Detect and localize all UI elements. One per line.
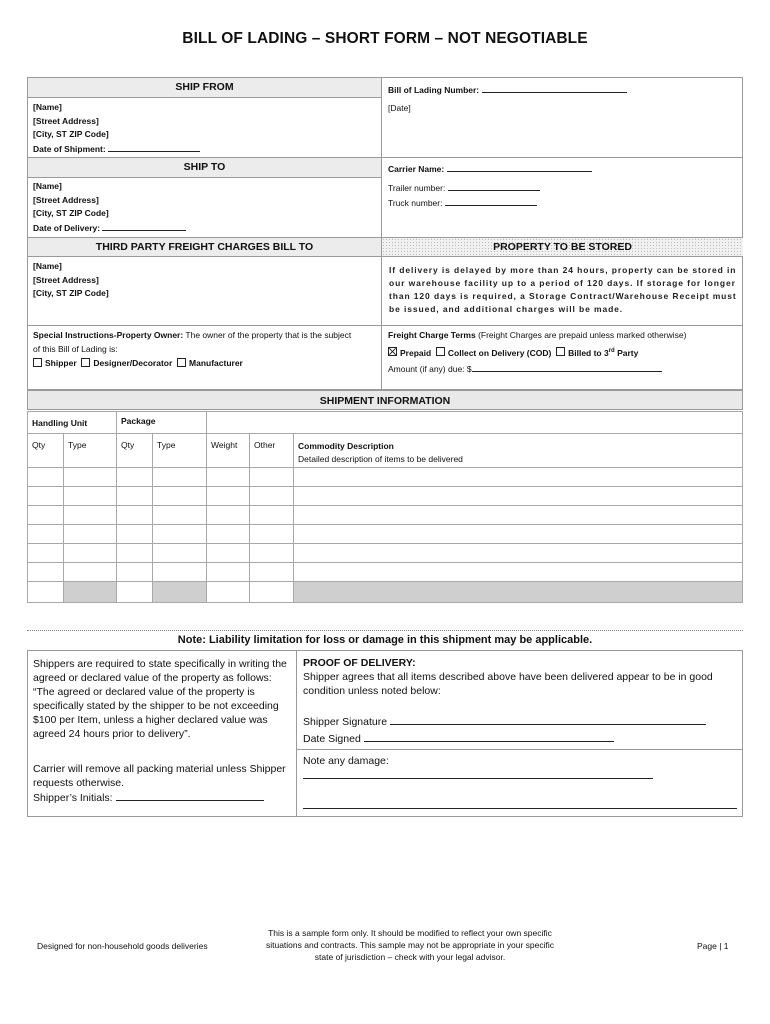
manufacturer-checkbox[interactable] <box>177 358 186 367</box>
truck-number-field[interactable] <box>445 196 537 206</box>
special-instructions: Special Instructions-Property Owner: The owner of the property that is the subject of this Bill of Lading is: Shipper Designer/Decorator Manufacturer <box>33 330 352 368</box>
designer-checkbox[interactable] <box>81 358 90 367</box>
prepaid-checkbox[interactable] <box>388 347 397 356</box>
packing-material-text: Carrier will remove all packing material unless Shipper requests otherwise. Shipper’s Initials: <box>33 763 286 804</box>
proof-of-delivery-header: PROOF OF DELIVERY: <box>303 657 416 669</box>
bol-number-field[interactable] <box>482 83 627 93</box>
totals-row[interactable] <box>28 582 743 603</box>
third-party-checkbox[interactable] <box>556 347 565 356</box>
shipment-table <box>27 411 743 603</box>
liability-note: Note: Liability limitation for loss or damage in this shipment may be applicable. <box>177 634 593 646</box>
col-other: Other <box>250 434 294 468</box>
declared-value-text: Shippers are required to state specifically in writing the agreed or declared value of the property as follows: “The agreed or declared value of the property is specifically stated by the shipper to be not exceeding $100 per Item, unless a higher declared value was agreed 24 hours prior to delivery”. <box>33 658 287 740</box>
freight-terms: Freight Charge Terms (Freight Charges are prepaid unless marked otherwise) Prepaid Collect on Delivery (COD) Billed to 3rd Party Amount (if any) due: $ <box>388 330 687 374</box>
ship-to-street[interactable]: [Street Address] <box>33 194 99 205</box>
ship-from-city[interactable]: [City, ST ZIP Code] <box>33 129 109 139</box>
shipper-signature-field[interactable] <box>390 714 706 725</box>
damage-line-1[interactable] <box>303 778 653 779</box>
third-party-city[interactable]: [City, ST ZIP Code] <box>33 288 109 298</box>
trailer-number-label: Trailer number: <box>388 183 446 193</box>
date-signed-label: Date Signed <box>303 733 361 745</box>
initials-field[interactable] <box>116 790 264 801</box>
third-party-name[interactable]: [Name] <box>33 261 62 271</box>
special-instructions-label: Special Instructions-Property Owner: <box>33 330 184 340</box>
cod-checkbox[interactable] <box>436 347 445 356</box>
ship-to-header: SHIP TO <box>28 158 381 177</box>
col-weight: Weight <box>207 434 250 468</box>
table-row[interactable] <box>28 563 743 582</box>
date-of-delivery-field[interactable] <box>102 221 186 231</box>
page-number: Page | 1 <box>697 941 729 951</box>
ship-from-header: SHIP FROM <box>28 78 381 97</box>
table-row[interactable] <box>28 468 743 487</box>
footer-disclaimer: This is a sample form only. It should be modified to reflect your own specific situations and contracts. This sample may not be appropriate in your specific state of jurisdiction – check with your legal advisor. <box>265 928 555 962</box>
ship-to-city[interactable]: [City, ST ZIP Code] <box>33 208 109 218</box>
shipper-signature-label: Shipper Signature <box>303 716 388 728</box>
proof-of-delivery: PROOF OF DELIVERY: Shipper agrees that all items described above have been delivered appear to be in good condition unless noted below: Shipper Signature Date Signed <box>303 656 739 746</box>
separator <box>27 630 743 631</box>
ship-from-street[interactable]: [Street Address] <box>33 115 99 126</box>
carrier-name-label: Carrier Name: <box>388 164 445 174</box>
third-party-address <box>33 260 109 301</box>
table-row[interactable] <box>28 506 743 525</box>
shipper-checkbox[interactable] <box>33 358 42 367</box>
table-row[interactable] <box>28 487 743 506</box>
third-party-header: THIRD PARTY FREIGHT CHARGES BILL TO <box>28 238 381 256</box>
ship-to-address <box>33 180 186 235</box>
col-commodity: Commodity Description Detailed description of items to be delivered <box>294 434 743 468</box>
shipment-info-header: SHIPMENT INFORMATION <box>27 390 743 410</box>
ship-from-address <box>33 101 200 156</box>
property-stored-header: PROPERTY TO BE STORED <box>382 238 743 256</box>
third-party-street[interactable]: [Street Address] <box>33 274 99 285</box>
trailer-number-field[interactable] <box>448 181 540 191</box>
carrier-name-field[interactable] <box>447 162 592 172</box>
footer-left: Designed for non-household goods deliveries <box>37 941 208 951</box>
amount-due-label: Amount (if any) due: $ <box>388 363 472 374</box>
storage-notice: If delivery is delayed by more than 24 hours, property can be stored in our warehouse facility up to a period of 120 days. If storage for longer than 120 days is required, a Storage Contract/Warehouse Receipt must be issued, and additional charges will be made. <box>389 265 737 314</box>
date-of-shipment-field[interactable] <box>108 142 200 152</box>
damage-line-2[interactable] <box>303 808 737 809</box>
package-header: Package <box>117 412 207 434</box>
carrier-name-row <box>388 162 592 174</box>
table-row[interactable] <box>28 525 743 544</box>
ship-from-name[interactable]: [Name] <box>33 102 62 112</box>
col-qty-2: Qty <box>117 434 153 468</box>
date-of-delivery-label: Date of Delivery: <box>33 222 101 233</box>
col-qty-1: Qty <box>28 434 64 468</box>
col-type-2: Type <box>153 434 207 468</box>
carrier-numbers <box>388 181 540 210</box>
amount-due-field[interactable] <box>472 362 662 372</box>
freight-terms-label: Freight Charge Terms <box>388 330 476 340</box>
truck-number-label: Truck number: <box>388 197 443 208</box>
bol-number-label: Bill of Lading Number: <box>388 85 480 95</box>
note-damage-label: Note any damage: <box>303 755 389 767</box>
col-type-1: Type <box>64 434 117 468</box>
column-divider <box>381 77 382 390</box>
date-of-shipment-label: Date of Shipment: <box>33 143 106 154</box>
date-signed-field[interactable] <box>364 731 614 742</box>
document-title: BILL OF LADING – SHORT FORM – NOT NEGOTIABLE <box>182 30 588 47</box>
ship-to-name[interactable]: [Name] <box>33 181 62 191</box>
bol-date[interactable]: [Date] <box>388 103 411 113</box>
handling-unit-header: Handling Unit <box>28 412 117 434</box>
bol-number-row <box>388 83 627 95</box>
table-row[interactable] <box>28 544 743 563</box>
initials-label: Shipper’s Initials: <box>33 792 113 804</box>
